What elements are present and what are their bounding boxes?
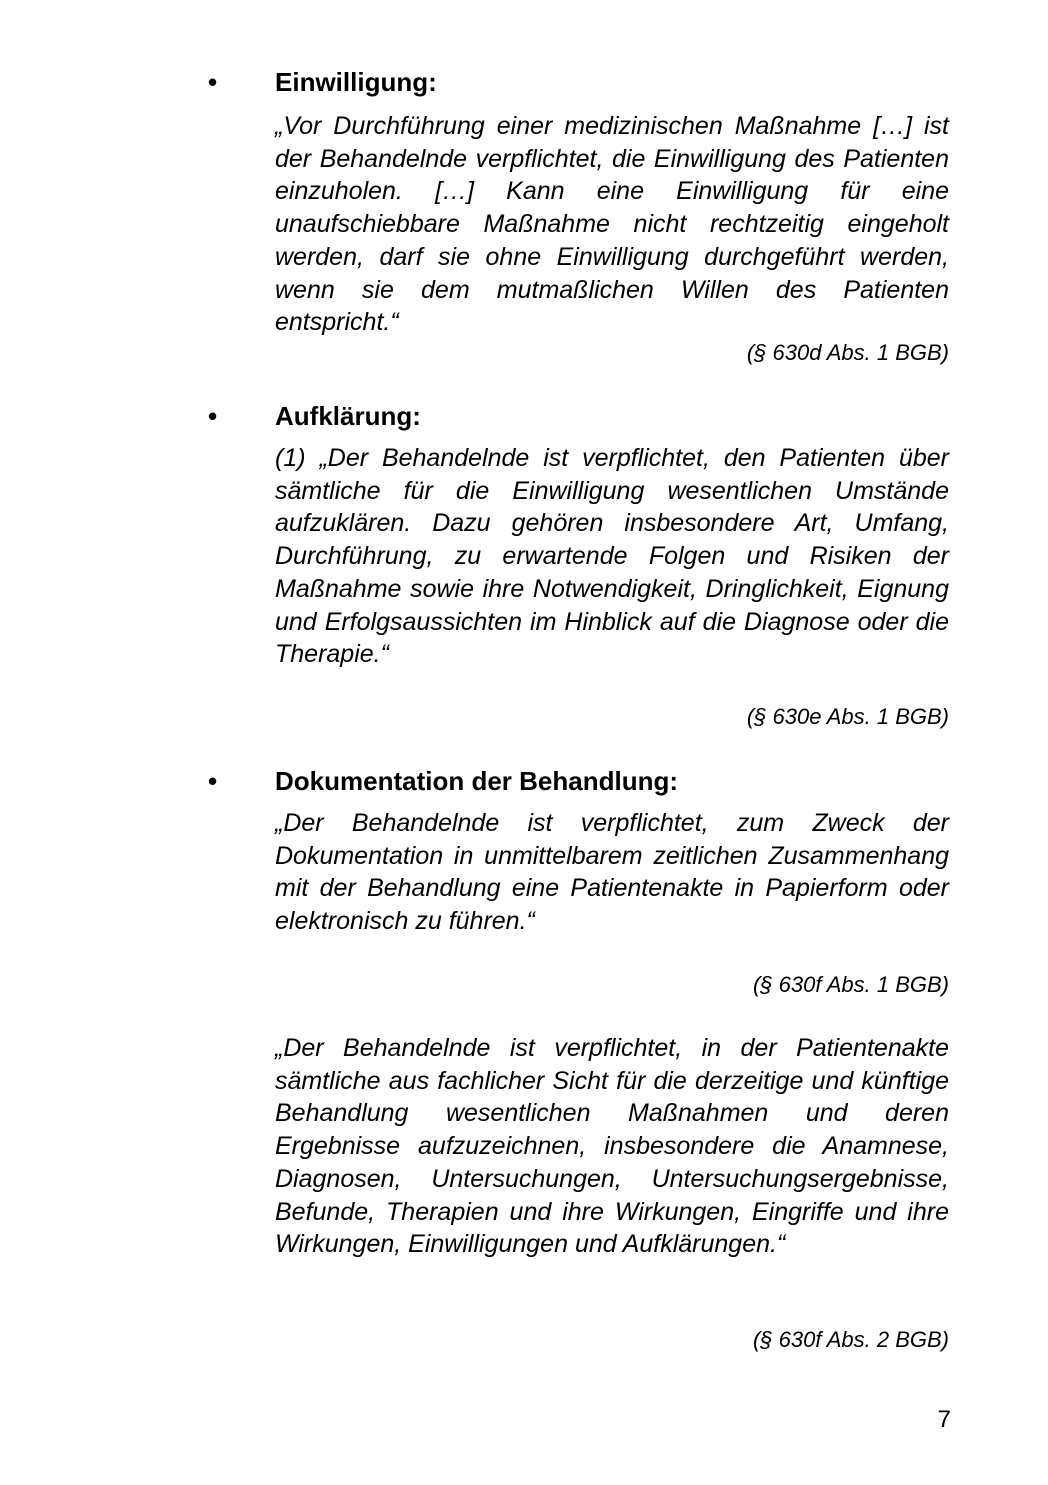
legal-quote: „Der Behandelnde ist verpflichtet, in der Patientenakte sämtliche aus fachlicher Sicht für die derzeitige und künftige Behandlung wesentlichen Maßnahmen und deren Ergebnisse aufzuzeichnen, insbesondere die Anamnese, Diagnosen, Untersuchungen, Untersuchungsergebnisse, Befunde, Therapien und ihre Wirkungen, Eingriffe und ihre Wirkungen, Einwilligungen und Aufklärungen.“ [275, 1034, 949, 1259]
bullet: • [208, 766, 218, 796]
legal-citation: (§ 630f Abs. 2 BGB) [752, 1327, 949, 1352]
page-number: 7 [937, 1406, 951, 1433]
section-heading: Dokumentation der Behandlung: [275, 766, 678, 796]
bullet: • [208, 401, 218, 431]
legal-citation: (§ 630d Abs. 1 BGB) [746, 340, 949, 365]
legal-quote: „Vor Durchführung einer medizinischen Maßnahme […] ist der Behandelnde verpflichtet, die Einwilligung des Patienten einzuholen. […] Kann eine Einwilligung für eine unaufschiebbare Maßnahme nicht rechtzeitig eingeholt werden, darf sie ohne Einwilligung durchgeführt werden, wenn sie dem mutmaßlichen Willen des Patienten entspricht.“ [275, 112, 949, 337]
section-heading: Einwilligung: [275, 67, 437, 97]
legal-citation: (§ 630f Abs. 1 BGB) [752, 972, 949, 997]
legal-citation: (§ 630e Abs. 1 BGB) [746, 704, 949, 729]
bullet: • [208, 67, 218, 97]
legal-quote: „Der Behandelnde ist verpflichtet, zum Zweck der Dokumentation in unmittelbarem zeitlichen Zusammenhang mit der Behandlung eine Patientenakte in Papierform oder elektronisch zu führen.“ [275, 809, 949, 936]
section-heading: Aufklärung: [275, 401, 421, 431]
legal-quote: (1) „Der Behandelnde ist verpflichtet, den Patienten über sämtliche für die Einwilligung wesentlichen Umstände aufzuklären. Dazu gehören insbesondere Art, Umfang, Durchführung, zu erwartende Folgen und Risiken der Maßnahme sowie ihre Notwendigkeit, Dringlichkeit, Eignung und Erfolgsaussichten im Hinblick auf die Diagnose oder die Therapie.“ [275, 444, 949, 669]
